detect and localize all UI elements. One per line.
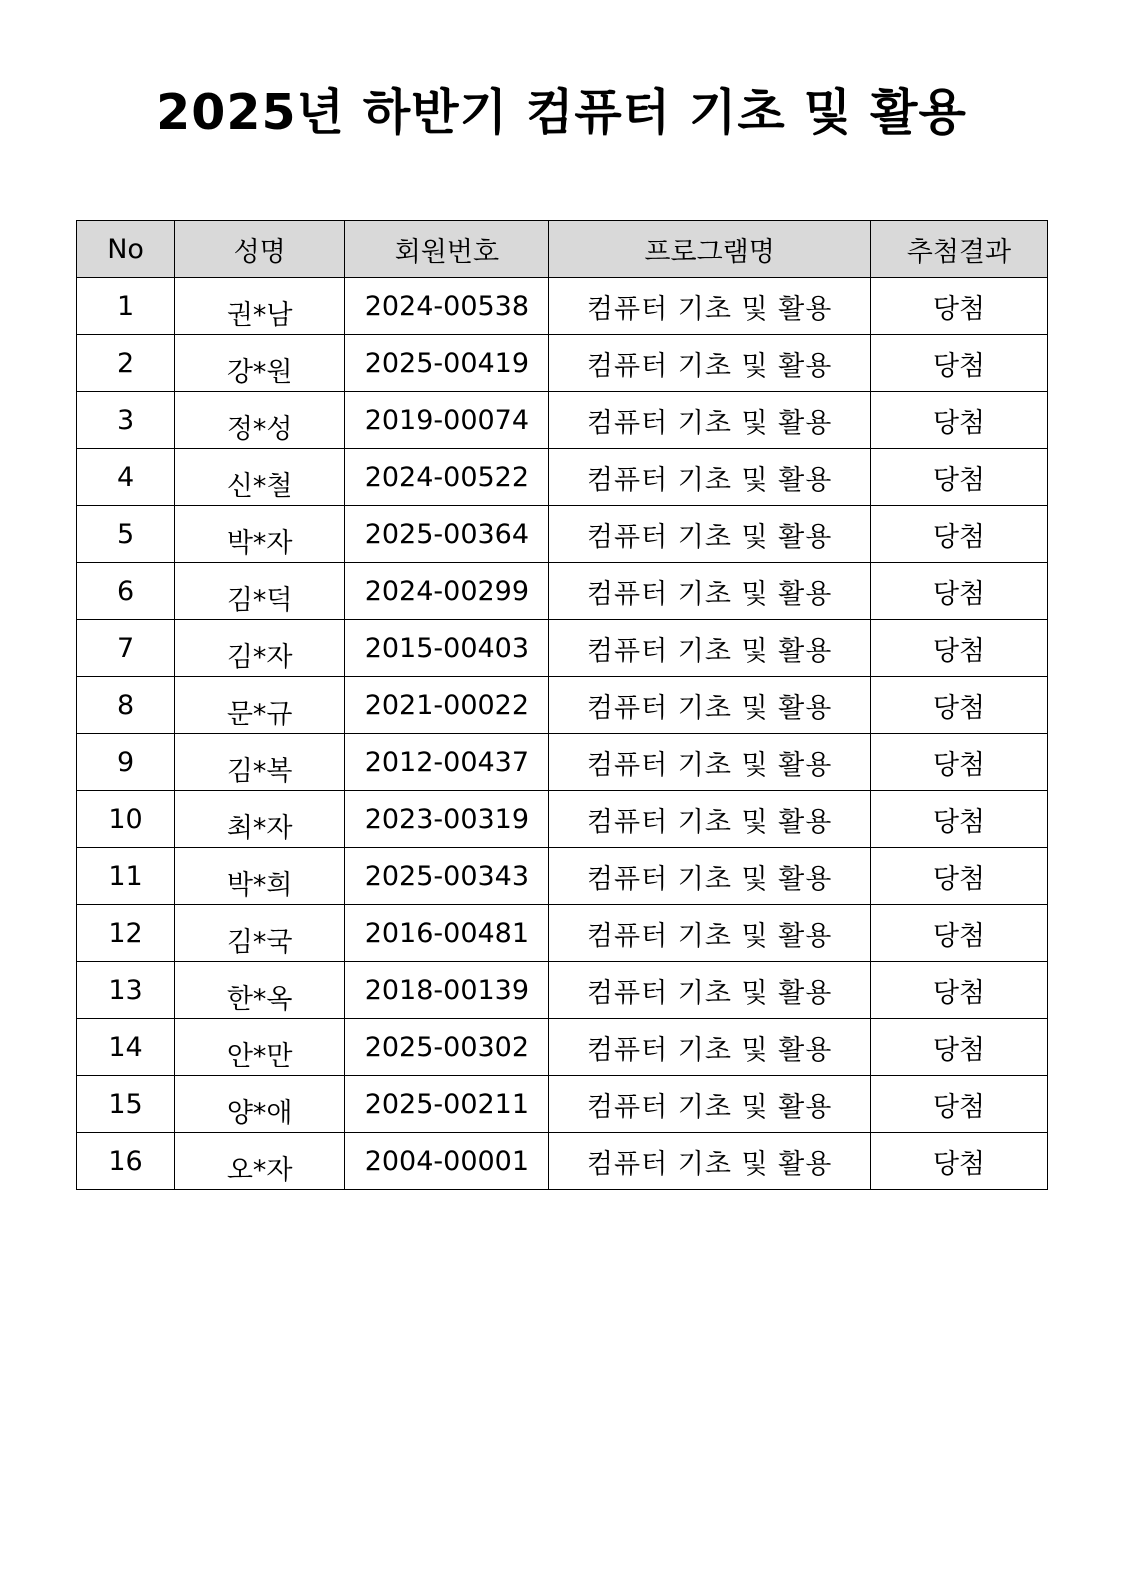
lottery-result-table bbox=[76, 220, 1048, 1190]
header-member-no: 회원번호 bbox=[345, 221, 549, 278]
table-row bbox=[77, 1019, 1048, 1076]
table-row bbox=[77, 278, 1048, 335]
cell-member-no: 2024-00522 bbox=[345, 449, 549, 506]
cell-no: 15 bbox=[77, 1076, 175, 1133]
table-row bbox=[77, 392, 1048, 449]
cell-program: 컴퓨터 기초 및 활용 bbox=[549, 1076, 870, 1133]
cell-name-text: 강*원 bbox=[226, 356, 293, 388]
cell-name bbox=[175, 335, 345, 392]
cell-member-no: 2025-00302 bbox=[345, 1019, 549, 1076]
header-program: 프로그램명 bbox=[549, 221, 870, 278]
cell-result: 당첨 bbox=[870, 563, 1047, 620]
cell-result: 당첨 bbox=[870, 392, 1047, 449]
cell-program: 컴퓨터 기초 및 활용 bbox=[549, 278, 870, 335]
cell-program: 컴퓨터 기초 및 활용 bbox=[549, 449, 870, 506]
table-row bbox=[77, 791, 1048, 848]
cell-name-text: 안*만 bbox=[226, 1040, 293, 1072]
table-row bbox=[77, 1076, 1048, 1133]
cell-name bbox=[175, 848, 345, 905]
cell-member-no: 2012-00437 bbox=[345, 734, 549, 791]
cell-no: 14 bbox=[77, 1019, 175, 1076]
cell-no: 3 bbox=[77, 392, 175, 449]
cell-name-text: 박*희 bbox=[226, 869, 293, 901]
cell-no: 8 bbox=[77, 677, 175, 734]
cell-member-no: 2015-00403 bbox=[345, 620, 549, 677]
cell-name-text: 문*규 bbox=[226, 698, 293, 730]
cell-member-no: 2025-00211 bbox=[345, 1076, 549, 1133]
cell-name-text: 양*애 bbox=[226, 1097, 293, 1129]
cell-name bbox=[175, 962, 345, 1019]
table-row bbox=[77, 506, 1048, 563]
cell-no: 11 bbox=[77, 848, 175, 905]
cell-program: 컴퓨터 기초 및 활용 bbox=[549, 392, 870, 449]
cell-no: 7 bbox=[77, 620, 175, 677]
cell-name bbox=[175, 278, 345, 335]
cell-member-no: 2018-00139 bbox=[345, 962, 549, 1019]
cell-member-no: 2021-00022 bbox=[345, 677, 549, 734]
cell-name-text: 김*복 bbox=[226, 755, 293, 787]
table-row bbox=[77, 734, 1048, 791]
cell-result: 당첨 bbox=[870, 1019, 1047, 1076]
cell-name-text: 김*자 bbox=[226, 641, 293, 673]
cell-name bbox=[175, 620, 345, 677]
cell-program: 컴퓨터 기초 및 활용 bbox=[549, 506, 870, 563]
cell-name-text: 한*옥 bbox=[226, 983, 293, 1015]
cell-program: 컴퓨터 기초 및 활용 bbox=[549, 563, 870, 620]
cell-name-text: 권*남 bbox=[226, 299, 293, 331]
header-no: No bbox=[77, 221, 175, 278]
table-header-row bbox=[77, 221, 1048, 278]
cell-result: 당첨 bbox=[870, 1076, 1047, 1133]
cell-member-no: 2025-00364 bbox=[345, 506, 549, 563]
cell-member-no: 2025-00343 bbox=[345, 848, 549, 905]
table-row bbox=[77, 335, 1048, 392]
table-row bbox=[77, 677, 1048, 734]
cell-result: 당첨 bbox=[870, 905, 1047, 962]
cell-no: 9 bbox=[77, 734, 175, 791]
cell-program: 컴퓨터 기초 및 활용 bbox=[549, 905, 870, 962]
cell-member-no: 2016-00481 bbox=[345, 905, 549, 962]
cell-name bbox=[175, 905, 345, 962]
table-row bbox=[77, 905, 1048, 962]
cell-result: 당첨 bbox=[870, 335, 1047, 392]
cell-result: 당첨 bbox=[870, 620, 1047, 677]
cell-program: 컴퓨터 기초 및 활용 bbox=[549, 791, 870, 848]
cell-name bbox=[175, 392, 345, 449]
cell-no: 6 bbox=[77, 563, 175, 620]
cell-result: 당첨 bbox=[870, 677, 1047, 734]
cell-program: 컴퓨터 기초 및 활용 bbox=[549, 335, 870, 392]
cell-name bbox=[175, 1076, 345, 1133]
cell-name-text: 오*자 bbox=[226, 1154, 293, 1186]
cell-member-no: 2024-00538 bbox=[345, 278, 549, 335]
table-row bbox=[77, 449, 1048, 506]
cell-name-text: 최*자 bbox=[226, 812, 293, 844]
cell-member-no: 2004-00001 bbox=[345, 1133, 549, 1190]
table-row bbox=[77, 1133, 1048, 1190]
cell-name bbox=[175, 1133, 345, 1190]
table-row bbox=[77, 563, 1048, 620]
cell-program: 컴퓨터 기초 및 활용 bbox=[549, 620, 870, 677]
cell-member-no: 2025-00419 bbox=[345, 335, 549, 392]
cell-no: 5 bbox=[77, 506, 175, 563]
cell-member-no: 2023-00319 bbox=[345, 791, 549, 848]
cell-name-text: 박*자 bbox=[226, 527, 293, 559]
header-name: 성명 bbox=[175, 221, 345, 278]
cell-no: 2 bbox=[77, 335, 175, 392]
cell-name bbox=[175, 563, 345, 620]
cell-result: 당첨 bbox=[870, 848, 1047, 905]
table-body bbox=[77, 278, 1048, 1190]
cell-result: 당첨 bbox=[870, 791, 1047, 848]
cell-program: 컴퓨터 기초 및 활용 bbox=[549, 677, 870, 734]
cell-name-text: 정*성 bbox=[226, 413, 293, 445]
cell-name-text: 김*덕 bbox=[226, 584, 293, 616]
cell-name bbox=[175, 449, 345, 506]
cell-no: 13 bbox=[77, 962, 175, 1019]
cell-result: 당첨 bbox=[870, 449, 1047, 506]
cell-no: 4 bbox=[77, 449, 175, 506]
cell-program: 컴퓨터 기초 및 활용 bbox=[549, 962, 870, 1019]
cell-name bbox=[175, 791, 345, 848]
table-row bbox=[77, 848, 1048, 905]
cell-program: 컴퓨터 기초 및 활용 bbox=[549, 848, 870, 905]
cell-result: 당첨 bbox=[870, 506, 1047, 563]
cell-name bbox=[175, 506, 345, 563]
cell-member-no: 2019-00074 bbox=[345, 392, 549, 449]
cell-no: 10 bbox=[77, 791, 175, 848]
page-title: 2025년 하반기 컴퓨터 기초 및 활용 bbox=[156, 84, 967, 141]
cell-member-no: 2024-00299 bbox=[345, 563, 549, 620]
cell-name-text: 신*철 bbox=[226, 470, 293, 502]
cell-program: 컴퓨터 기초 및 활용 bbox=[549, 1019, 870, 1076]
cell-name bbox=[175, 1019, 345, 1076]
table-row bbox=[77, 620, 1048, 677]
cell-name bbox=[175, 734, 345, 791]
cell-result: 당첨 bbox=[870, 962, 1047, 1019]
cell-program: 컴퓨터 기초 및 활용 bbox=[549, 1133, 870, 1190]
cell-program: 컴퓨터 기초 및 활용 bbox=[549, 734, 870, 791]
cell-name-text: 김*국 bbox=[226, 926, 293, 958]
cell-result: 당첨 bbox=[870, 734, 1047, 791]
cell-result: 당첨 bbox=[870, 278, 1047, 335]
cell-no: 16 bbox=[77, 1133, 175, 1190]
cell-name bbox=[175, 677, 345, 734]
cell-no: 12 bbox=[77, 905, 175, 962]
cell-result: 당첨 bbox=[870, 1133, 1047, 1190]
header-result: 추첨결과 bbox=[870, 221, 1047, 278]
cell-no: 1 bbox=[77, 278, 175, 335]
table-row bbox=[77, 962, 1048, 1019]
